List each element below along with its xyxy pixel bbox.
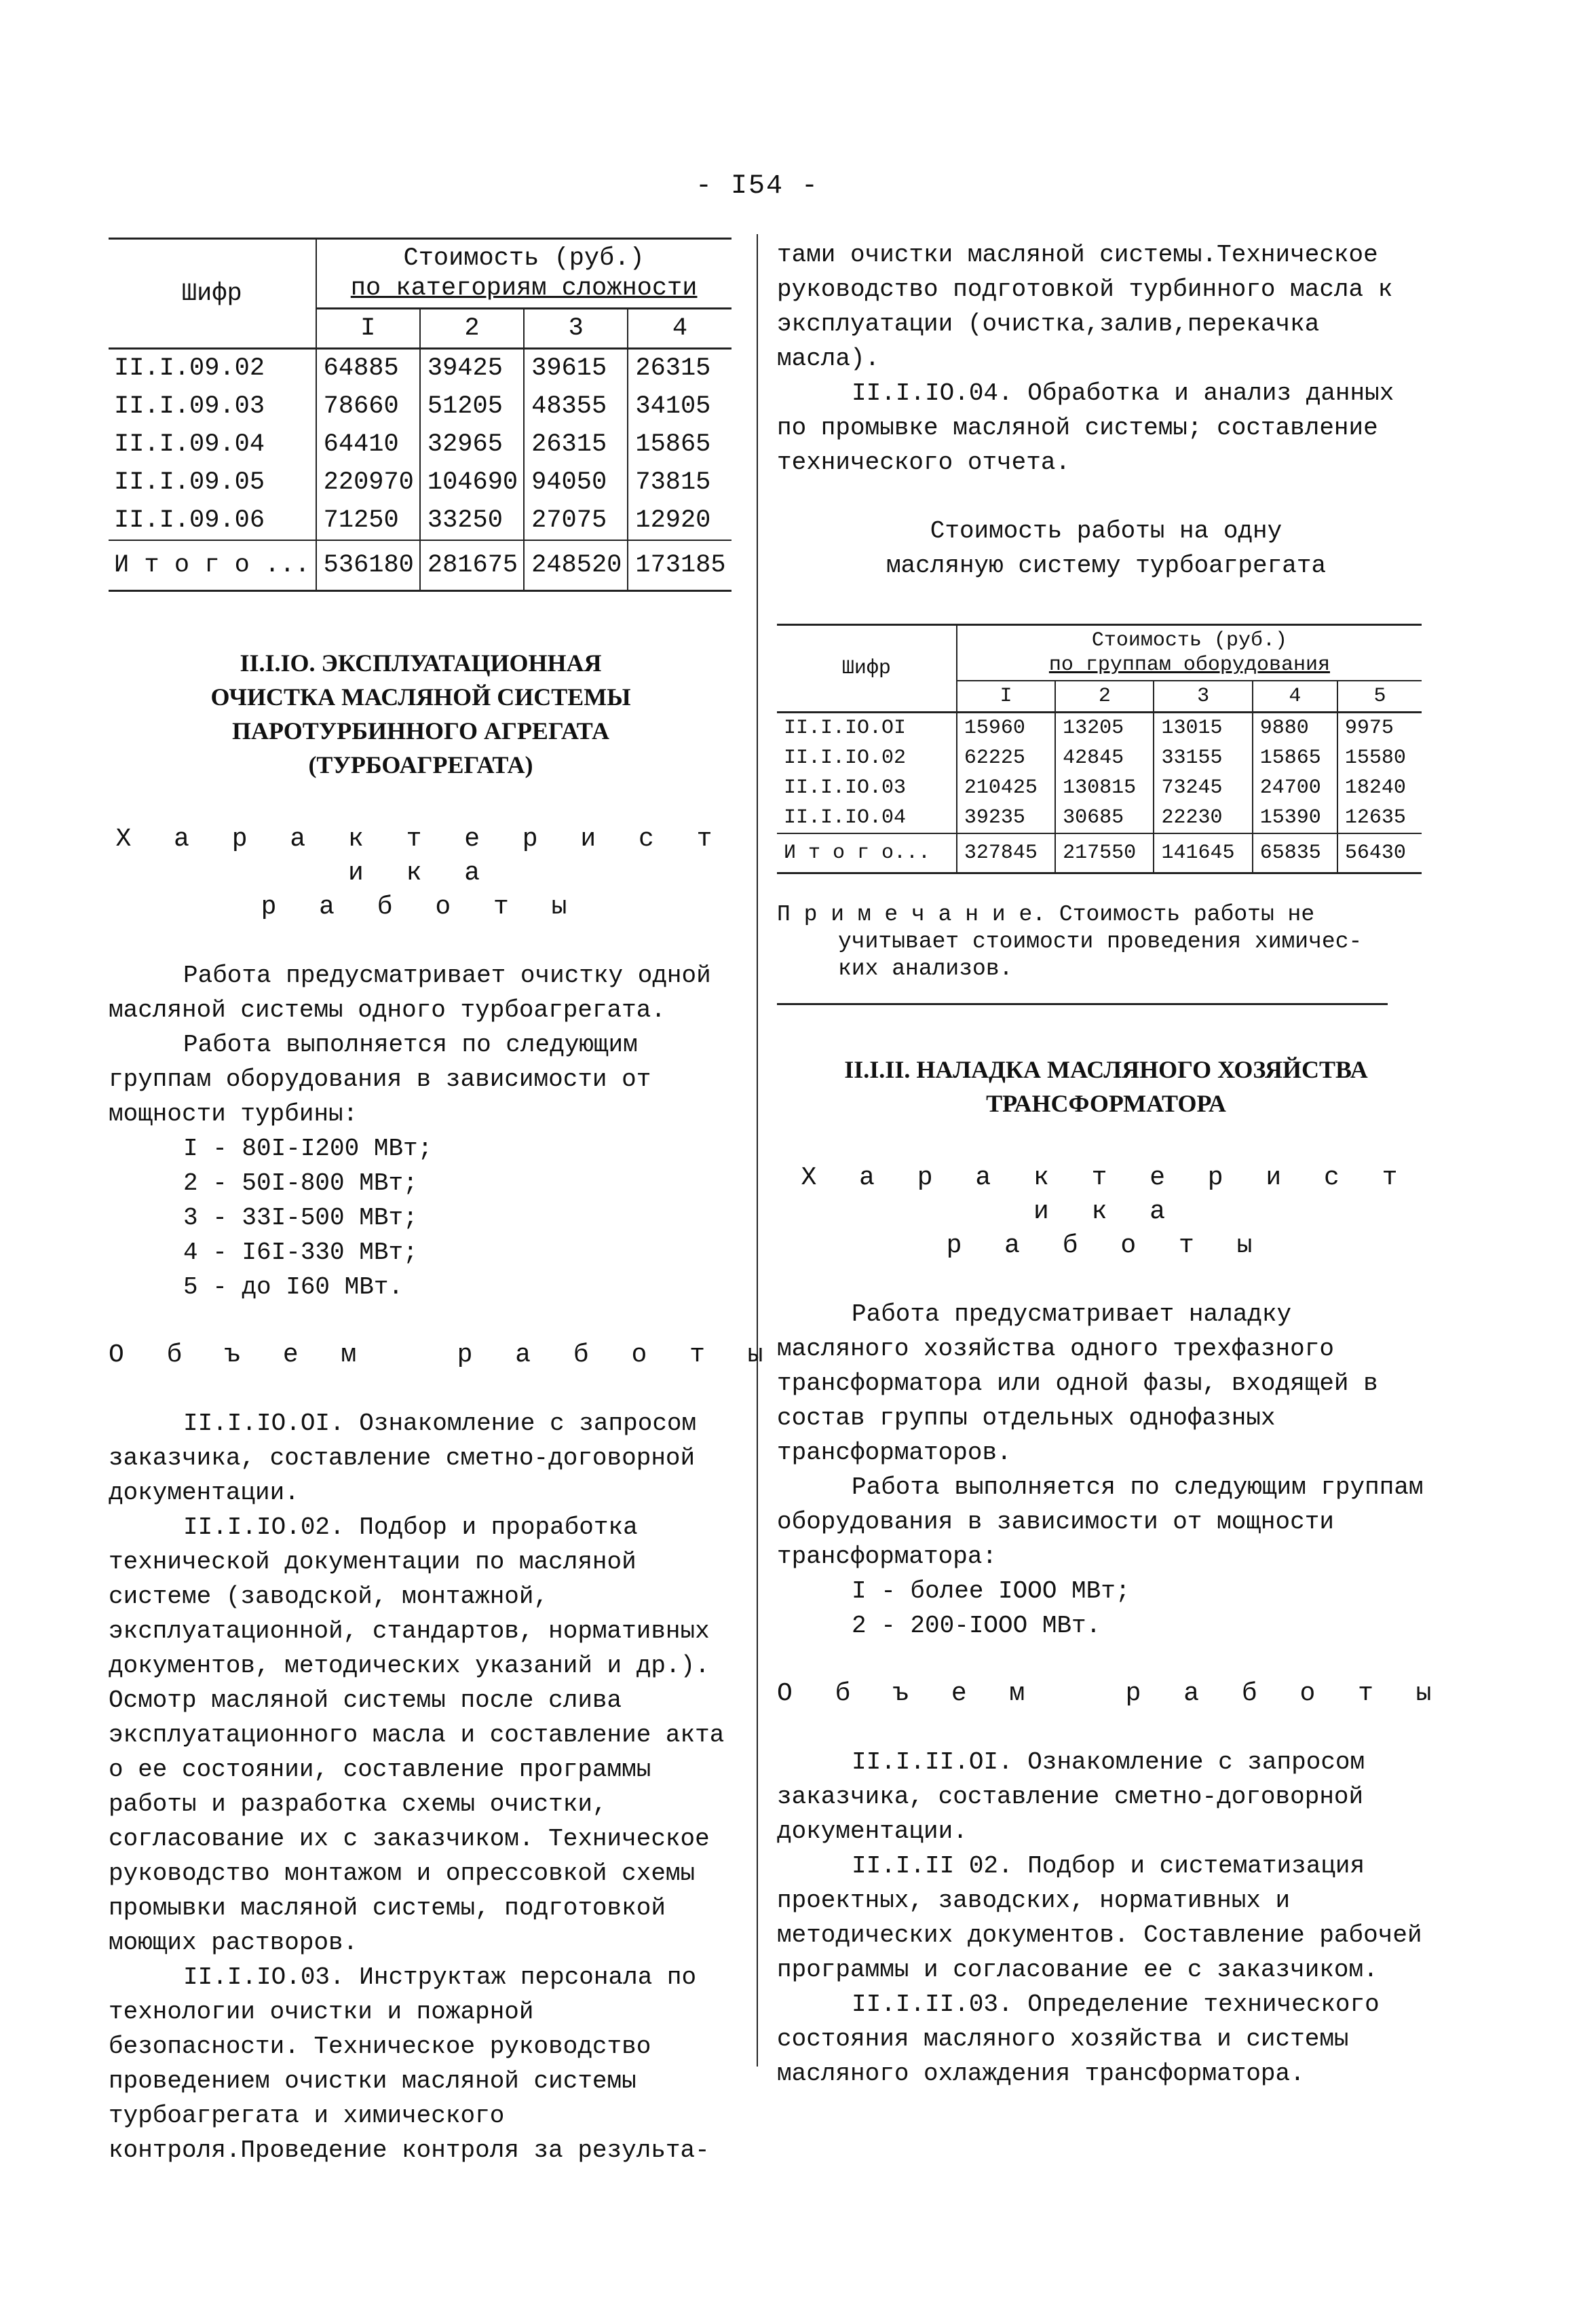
group-item: 2 - 200-IOOO МВт. bbox=[852, 1612, 1101, 1640]
table1-header-code: Шифр bbox=[181, 279, 242, 308]
row-code: II.I.09.06 bbox=[114, 506, 265, 535]
table1-cat-4: 4 bbox=[628, 309, 731, 349]
total-label: И т о г о... bbox=[784, 842, 931, 865]
row-value: 39425 bbox=[420, 349, 524, 388]
total-value: 536180 bbox=[316, 540, 420, 591]
table2-caption bbox=[777, 514, 1435, 583]
row-code: II.I.IO.OI bbox=[784, 717, 907, 740]
row-code: II.I.09.04 bbox=[114, 430, 265, 459]
table2-group-4: 4 bbox=[1253, 681, 1337, 713]
work-item: II.I.IO.04. Обработка и анализ данных по промывке масляной системы; составление технического отчета. bbox=[777, 379, 1394, 476]
row-value: 62225 bbox=[957, 743, 1055, 773]
total-value: 281675 bbox=[420, 540, 524, 591]
row-code: II.I.09.05 bbox=[114, 468, 265, 497]
total-value: 56430 bbox=[1337, 833, 1422, 873]
row-value: 32965 bbox=[420, 426, 524, 464]
row-value: 73245 bbox=[1154, 773, 1252, 803]
row-value: 104690 bbox=[420, 464, 524, 502]
table-row bbox=[777, 773, 1422, 803]
row-value: 73815 bbox=[628, 464, 731, 502]
row-value: 9880 bbox=[1253, 713, 1337, 744]
row-value: 48355 bbox=[524, 388, 628, 426]
table-row bbox=[109, 349, 732, 388]
total-value: 327845 bbox=[957, 833, 1055, 873]
table-total-row bbox=[777, 833, 1422, 873]
row-value: 39615 bbox=[524, 349, 628, 388]
group-item: 4 - I6I-330 МВт; bbox=[183, 1239, 418, 1266]
row-value: 15580 bbox=[1337, 743, 1422, 773]
characteristic-heading bbox=[777, 1161, 1435, 1263]
characteristic-heading-line: р а б о т ы bbox=[946, 1231, 1266, 1260]
work-item-continuation: тами очистки масляной системы.Техническое руководство подготовкой турбинного масла к эксплуатации (очистка,залив,перекачка масла). bbox=[777, 241, 1393, 373]
row-value: 39235 bbox=[957, 803, 1055, 833]
row-value: 12920 bbox=[628, 502, 731, 540]
table2-group-5: 5 bbox=[1337, 681, 1422, 713]
cost-table-group bbox=[777, 624, 1422, 874]
row-value: 210425 bbox=[957, 773, 1055, 803]
table2-caption-line: Стоимость работы на одну bbox=[930, 517, 1282, 545]
table-row bbox=[109, 502, 732, 540]
characteristic-heading-line: р а б о т ы bbox=[261, 892, 581, 922]
table1-cat-1: I bbox=[316, 309, 420, 349]
table2-header-cost-line2: по группам оборудования bbox=[1048, 654, 1330, 677]
row-value: 94050 bbox=[524, 464, 628, 502]
table2-header-code: Шифр bbox=[841, 657, 891, 680]
row-value: 71250 bbox=[316, 502, 420, 540]
work-item: II.I.IO.OI. Ознакомление с запросом заказчика, составление сметно-договорной документации. bbox=[109, 1410, 697, 1507]
section-10-title bbox=[109, 646, 733, 782]
characteristic-heading bbox=[109, 823, 733, 924]
row-value: 78660 bbox=[316, 388, 420, 426]
row-value: 27075 bbox=[524, 502, 628, 540]
table1-header-cost bbox=[316, 239, 732, 309]
characteristic-heading-line: Х а р а к т е р и с т и к а bbox=[115, 825, 726, 888]
row-value: 26315 bbox=[524, 426, 628, 464]
row-value: 15390 bbox=[1253, 803, 1337, 833]
row-value: 130815 bbox=[1055, 773, 1154, 803]
row-value: 33250 bbox=[420, 502, 524, 540]
section-11-paragraph: Работа выполняется по следующим группам оборудования в зависимости от мощности трансформатора: bbox=[777, 1473, 1424, 1570]
row-value: 34105 bbox=[628, 388, 731, 426]
table-row bbox=[777, 803, 1422, 833]
note-text: Стоимость работы не bbox=[1059, 902, 1315, 927]
total-value: 65835 bbox=[1253, 833, 1337, 873]
volume-heading: О б ъ е м р а б о т ы bbox=[109, 1340, 777, 1370]
section-11-title-line: II.I.II. НАЛАДКА МАСЛЯНОГО ХОЗЯЙСТВА bbox=[844, 1056, 1368, 1083]
row-value: 13015 bbox=[1154, 713, 1252, 744]
group-item: 5 - до I60 МВт. bbox=[183, 1273, 404, 1301]
table-row bbox=[109, 464, 732, 502]
table-total-row bbox=[109, 540, 732, 591]
characteristic-heading-line: Х а р а к т е р и с т и к а bbox=[801, 1163, 1411, 1226]
total-value: 217550 bbox=[1055, 833, 1154, 873]
note-text: ких анализов. bbox=[838, 956, 1013, 981]
row-code: II.I.09.02 bbox=[114, 354, 265, 383]
row-value: 15865 bbox=[628, 426, 731, 464]
total-value: 248520 bbox=[524, 540, 628, 591]
row-code: II.I.09.03 bbox=[114, 392, 265, 421]
row-value: 9975 bbox=[1337, 713, 1422, 744]
section-11-title-line: ТРАНСФОРМАТОРА bbox=[986, 1090, 1226, 1117]
column-divider bbox=[757, 234, 758, 2067]
note-label: П р и м е ч а н и е. bbox=[777, 902, 1046, 927]
row-code: II.I.IO.03 bbox=[784, 776, 907, 799]
section-11-title bbox=[777, 1053, 1435, 1120]
section-10-paragraph: Работа предусматривает очистку одной масляной системы одного турбоагрегата. bbox=[109, 962, 711, 1024]
table1-cat-2: 2 bbox=[420, 309, 524, 349]
row-value: 22230 bbox=[1154, 803, 1252, 833]
work-item: II.I.II.OI. Ознакомление с запросом заказчика, составление сметно-договорной документации. bbox=[777, 1748, 1365, 1845]
row-value: 64410 bbox=[316, 426, 420, 464]
row-value: 30685 bbox=[1055, 803, 1154, 833]
table-row bbox=[109, 388, 732, 426]
table2-group-2: 2 bbox=[1055, 681, 1154, 713]
table-row bbox=[777, 743, 1422, 773]
right-column bbox=[777, 238, 1445, 2091]
section-10-title-line: II.I.IO. ЭКСПЛУАТАЦИОННАЯ bbox=[240, 649, 602, 677]
section-10-title-line: ОЧИСТКА МАСЛЯНОЙ СИСТЕМЫ bbox=[210, 683, 631, 711]
row-value: 64885 bbox=[316, 349, 420, 388]
table2-group-3: 3 bbox=[1154, 681, 1252, 713]
table2-group-1: I bbox=[957, 681, 1055, 713]
work-item: II.I.IO.03. Инструктаж персонала по технологии очистки и пожарной безопасности. Техническое руководство проведением очистки масляной системы турбоагрегата и химического контроля.Проведение контроля за результа- bbox=[109, 1963, 710, 2164]
table-row bbox=[777, 713, 1422, 744]
group-item: I - 80I-I200 МВт; bbox=[183, 1135, 433, 1163]
row-code: II.I.IO.04 bbox=[784, 806, 907, 829]
table1-header-cost-line1: Стоимость (руб.) bbox=[403, 244, 645, 273]
work-item: II.I.II.03. Определение технического состояния масляного хозяйства и системы масляного охлаждения трансформатора. bbox=[777, 1991, 1380, 2088]
table2-note bbox=[777, 901, 1435, 983]
row-value: 18240 bbox=[1337, 773, 1422, 803]
section-10-paragraph: Работа выполняется по следующим группам оборудования в зависимости от мощности турбины: bbox=[109, 1031, 651, 1128]
total-value: 173185 bbox=[628, 540, 731, 591]
work-item: II.I.IO.02. Подбор и проработка технической документации по масляной системе (заводской, монтажной, эксплуатационной, стандартов, нормативных документов, методических указаний и др.). Осмотр масляной системы после слива эксплуатационного масла и составление акта о ее состоянии, составление программы работы и разработка схемы очистки, согласование их с заказчиком. Техническое руководство монтажом и опрессовкой схемы промывки масляной системы, подготовкой моющих растворов. bbox=[109, 1513, 725, 1957]
row-value: 51205 bbox=[420, 388, 524, 426]
left-column bbox=[109, 238, 777, 2168]
row-value: 220970 bbox=[316, 464, 420, 502]
volume-heading: О б ъ е м р а б о т ы bbox=[777, 1679, 1445, 1708]
table-row bbox=[109, 426, 732, 464]
row-value: 12635 bbox=[1337, 803, 1422, 833]
group-item: 2 - 50I-800 МВт; bbox=[183, 1169, 418, 1197]
group-item: I - более IOOO МВт; bbox=[852, 1577, 1130, 1605]
table1-header-cost-line2: по категориям сложности bbox=[350, 274, 698, 303]
row-value: 13205 bbox=[1055, 713, 1154, 744]
section-10-title-line: ПАРОТУРБИННОГО АГРЕГАТА bbox=[232, 717, 609, 744]
row-value: 24700 bbox=[1253, 773, 1337, 803]
row-value: 42845 bbox=[1055, 743, 1154, 773]
work-item: II.I.II 02. Подбор и систематизация проектных, заводских, нормативных и методических документов. Составление рабочей программы и согласование ее с заказчиком. bbox=[777, 1852, 1422, 1984]
table2-header-cost bbox=[957, 625, 1422, 681]
row-value: 15960 bbox=[957, 713, 1055, 744]
table1-cat-3: 3 bbox=[524, 309, 628, 349]
table2-caption-line: масляную систему турбоагрегата bbox=[886, 552, 1327, 580]
page-number: - I54 - bbox=[696, 171, 820, 202]
group-item: 3 - 33I-500 МВт; bbox=[183, 1204, 418, 1232]
table2-header-cost-line1: Стоимость (руб.) bbox=[1091, 629, 1287, 652]
note-text: учитывает стоимости проведения химичес- bbox=[838, 929, 1363, 954]
total-label: И т о г о ... bbox=[114, 551, 310, 580]
row-value: 33155 bbox=[1154, 743, 1252, 773]
section-10-title-line: (ТУРБОАГРЕГАТА) bbox=[308, 751, 533, 778]
cost-table-category bbox=[109, 238, 732, 592]
section-11-paragraph: Работа предусматривает наладку масляного хозяйства одного трехфазного трансформатора или одной фазы, входящей в состав группы отдельных однофазных трансформаторов. bbox=[777, 1300, 1378, 1467]
total-value: 141645 bbox=[1154, 833, 1252, 873]
row-code: II.I.IO.02 bbox=[784, 747, 907, 770]
row-value: 26315 bbox=[628, 349, 731, 388]
row-value: 15865 bbox=[1253, 743, 1337, 773]
